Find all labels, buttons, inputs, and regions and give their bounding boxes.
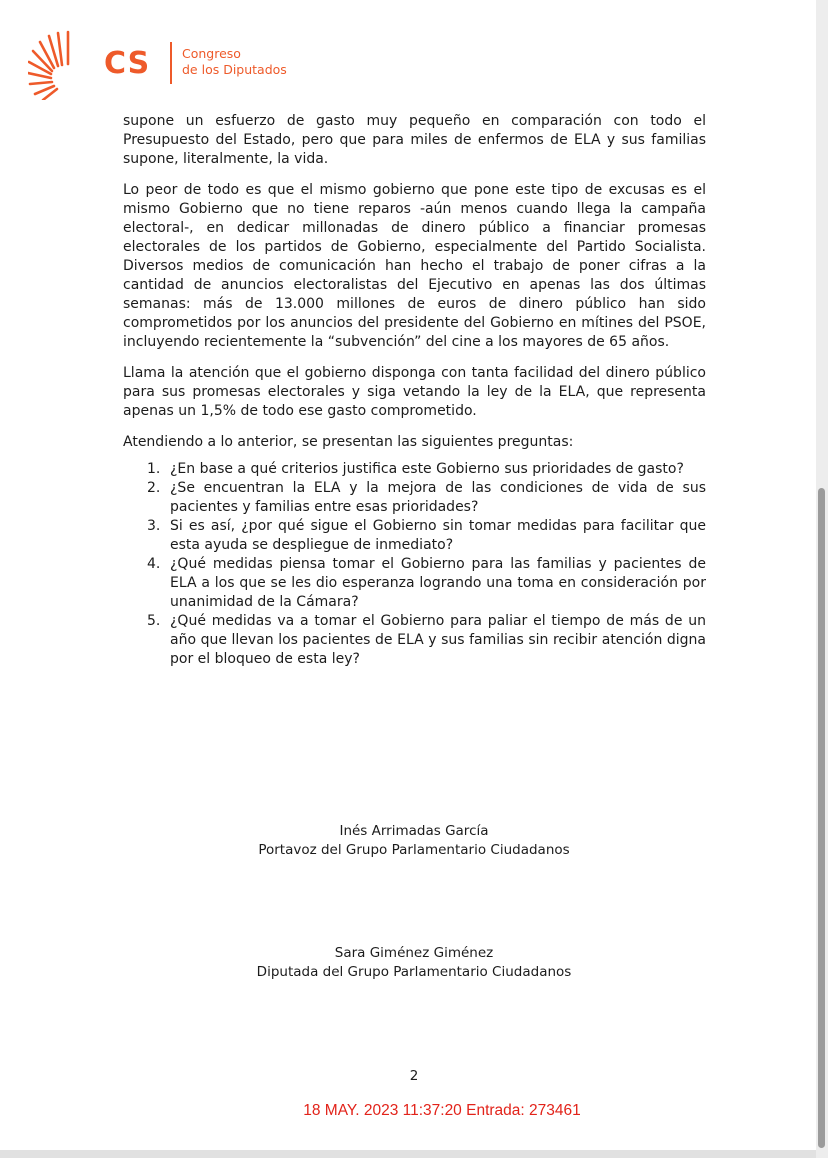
page-number: 2 [409,1068,419,1084]
signatory-name: Sara Giménez Giménez [334,945,494,961]
logo-name-line2: de los Diputados [182,62,287,77]
question-item: 5. ¿Qué medidas va a tomar el Gobierno para paliar el tiempo de más de un año que llevan los pacientes de ELA y sus familias sin recibir atención digna por el bloqueo de esta ley? [147,613,706,667]
paragraph-3: Llama la atención que el gobierno disponga con tanta facilidad del dinero público para sus promesas electorales y siga vetando la ley de la ELA, que representa apenas un 1,5% de todo ese gasto comprometido. [123,365,706,419]
question-item: 2. ¿Se encuentran la ELA y la mejora de las condiciones de vida de sus pacientes y familias entre esas prioridades? [147,480,706,515]
signature-block-2 [0,944,828,982]
signature-block-1 [0,822,828,860]
logo-letters: CS [104,46,151,81]
scrollbar-thumb[interactable] [818,488,825,1148]
questions-list [123,460,706,669]
sunburst-icon [28,28,98,100]
ciudadanos-logo [28,28,288,100]
paragraph-2: Lo peor de todo es que el mismo gobierno que pone este tipo de excusas es el mismo Gobierno que no tiene reparos -aún menos cuando llega la campaña electoral-, en dedicar millonadas de dinero público a financiar promesas electorales de los partidos de Gobierno, especialmente del Partido Socialista. Diversos medios de comunicación han hecho el trabajo de poner cifras a la cantidad de anuncios electoralistas del Ejecutivo en apenas las dos últimas semanas: más de 13.000 millones de euros de dinero público han sido comprometidos por los anuncios del presidente del Gobierno en mítines del PSOE, incluyendo recientemente la “subvención” del cine a los mayores de 65 años. [123,182,706,350]
question-item: 3. Si es así, ¿por qué sigue el Gobierno sin tomar medidas para facilitar que esta ayuda se despliegue de inmediato? [147,518,706,553]
page-bottom-edge [0,1150,816,1158]
logo-divider [170,42,172,84]
paragraph-4: Atendiendo a lo anterior, se presentan las siguientes preguntas: [123,434,574,450]
signatory-role: Portavoz del Grupo Parlamentario Ciudadanos [258,842,570,858]
signatory-name: Inés Arrimadas García [339,823,489,839]
logo-name-line1: Congreso [182,46,241,61]
document-body [123,112,706,669]
paragraph-1: supone un esfuerzo de gasto muy pequeño en comparación con todo el Presupuesto del Estado, pero que para miles de enfermos de ELA y sus familias supone, literalmente, la vida. [123,113,706,167]
signatory-role: Diputada del Grupo Parlamentario Ciudadanos [256,964,572,980]
question-item: 4. ¿Qué medidas piensa tomar el Gobierno para las familias y pacientes de ELA a los que se les dio esperanza logrando una toma en consideración por unanimidad de la Cámara? [147,556,706,610]
logo-institution-name [182,46,287,78]
question-item: 1. ¿En base a qué criterios justifica este Gobierno sus prioridades de gasto? [147,461,684,477]
registry-stamp: 18 MAY. 2023 11:37:20 Entrada: 273461 [303,1102,581,1119]
